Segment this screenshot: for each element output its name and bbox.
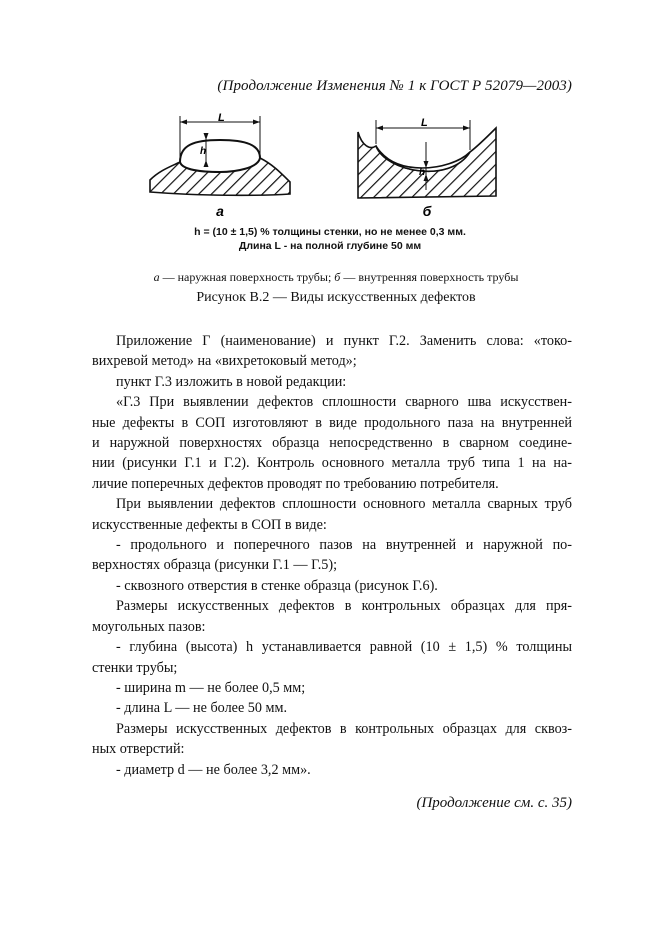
figure-note-length: Длина L - на полной глубине 50 мм: [238, 240, 422, 252]
legend-b-text: — внутренняя поверхность трубы: [340, 270, 519, 284]
figure-caption: Рисунок В.2 — Виды искусственных дефектов: [196, 290, 476, 305]
body-text: [92, 331, 572, 780]
legend-a-letter: а: [153, 270, 160, 284]
text-line: - длина L — не более 50 мм.: [116, 700, 288, 717]
figure-b-internal-defect: [358, 120, 496, 198]
text-line: Размеры искусственных дефектов в контрольных образцах для пря-: [116, 598, 572, 615]
dim-length-b: L: [421, 117, 428, 129]
label-b: б: [422, 203, 432, 219]
label-a: а: [216, 203, 224, 219]
text-line: - продольного и поперечного пазов на внутренней и наружной по-: [116, 537, 572, 554]
text-line: и наружной поверхностях образца непосредственно в сварном соедине-: [92, 435, 572, 452]
figure-a-external-defect: [150, 116, 290, 195]
text-line: нии (рисунки Г.1 и Г.2). Контроль основного металла труб типа 1 на на-: [92, 455, 572, 472]
text-line: искусственные дефекты в СОП в виде:: [92, 516, 327, 533]
dim-height-b: h: [419, 167, 426, 178]
text-line: пункт Г.3 изложить в новой редакции:: [116, 373, 347, 390]
text-line: ные дефекты в СОП изготовляют в виде продольного паза на внутренней: [92, 414, 572, 431]
dim-height-a: h: [200, 146, 207, 157]
text-line: - сквозного отверстия в стенке образца (рисунок Г.6).: [116, 577, 438, 594]
text-line: вихревой метод» на «вихретоковый метод»;: [92, 353, 357, 370]
text-line: ных отверстий:: [92, 741, 185, 758]
text-line: моугольных пазов:: [92, 618, 206, 635]
text-line: стенки трубы;: [92, 659, 178, 676]
text-line: личие поперечных дефектов проводят по требованию потребителя.: [92, 475, 499, 492]
legend-b-letter: б: [334, 270, 341, 284]
dim-length-a: L: [218, 112, 225, 124]
figure-note-height: h = (10 ± 1,5) % толщины стенки, но не менее 0,3 мм.: [194, 226, 466, 238]
text-line: - глубина (высота) h устанавливается равной (10 ± 1,5) % толщины: [116, 639, 572, 656]
text-line: При выявлении дефектов сплошности основного металла сварных труб: [116, 496, 572, 513]
text-line: - диаметр d — не более 3,2 мм».: [116, 761, 311, 778]
page-footer: (Продолжение см. с. 35): [416, 795, 572, 811]
text-line: Приложение Г (наименование) и пункт Г.2. Заменить слова: «токо-: [116, 333, 572, 349]
text-line: верхностях образца (рисунки Г.1 — Г.5);: [92, 557, 338, 574]
page-header: (Продолжение Изменения № 1 к ГОСТ Р 52079—2003): [217, 78, 572, 94]
legend-a-text: — наружная поверхность трубы;: [159, 270, 335, 284]
figure-legend: [96, 270, 576, 285]
text-line: «Г.3 При выявлении дефектов сплошности сварного шва искусствен-: [116, 394, 572, 411]
text-line: - ширина m — не более 0,5 мм;: [116, 679, 306, 696]
text-line: Размеры искусственных дефектов в контрольных образцах для сквоз-: [116, 720, 572, 737]
